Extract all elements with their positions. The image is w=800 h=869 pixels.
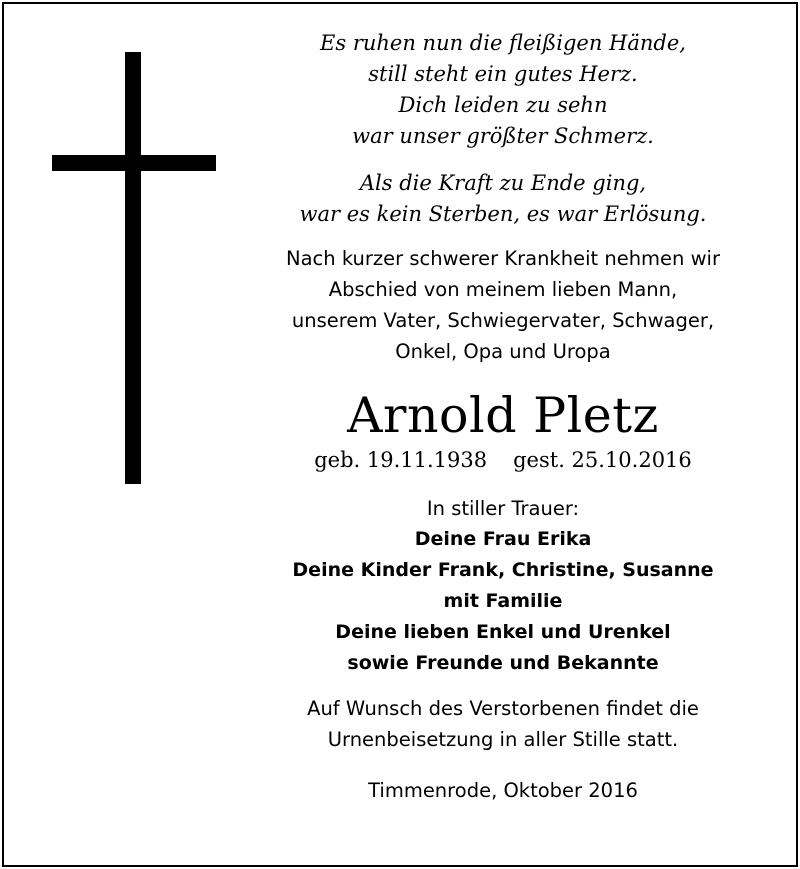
verse-line: still steht ein gutes Herz. — [368, 62, 638, 86]
deceased-name: Arnold Pletz — [347, 387, 659, 444]
verse-line: Dich leiden zu sehn — [398, 93, 608, 117]
verse-line: war unser größter Schmerz. — [352, 124, 654, 148]
verse-line: Es ruhen nun die fleißigen Hände, — [320, 31, 686, 55]
notice-line: Urnenbeisetzung in aller Stille statt. — [327, 728, 679, 751]
place-and-date: Timmenrode, Oktober 2016 — [368, 779, 638, 802]
mourning-intro: In stiller Trauer: — [426, 497, 580, 520]
verse-stanza-1 — [238, 28, 768, 152]
announcement-line: unserem Vater, Schwiegervater, Schwager, — [291, 309, 715, 332]
mourner-line: Deine lieben Enkel und Urenkel — [335, 621, 671, 643]
announcement-line: Onkel, Opa und Uropa — [395, 340, 611, 363]
cross-icon — [125, 52, 141, 484]
announcement-line: Nach kurzer schwerer Krankheit nehmen wir — [286, 247, 720, 270]
verse-line: Als die Kraft zu Ende ging, — [359, 171, 647, 195]
cross-icon-crossbar — [52, 155, 216, 171]
mourner-line: Deine Frau Erika — [414, 528, 592, 550]
mourner-line: mit Familie — [443, 590, 563, 612]
verse-stanza-2 — [238, 168, 768, 230]
death-date: gest. 25.10.2016 — [513, 448, 692, 472]
mourner-line: Deine Kinder Frank, Christine, Susanne — [292, 559, 714, 581]
notice-line: Auf Wunsch des Verstorbenen findet die — [307, 697, 699, 720]
announcement — [238, 243, 768, 367]
mourner-line: sowie Freunde und Bekannte — [347, 652, 659, 674]
verse-line: war es kein Sterben, es war Erlösung. — [299, 202, 707, 226]
mourners-list — [238, 524, 768, 679]
announcement-line: Abschied von meinem lieben Mann, — [328, 278, 678, 301]
life-dates — [238, 445, 768, 475]
burial-notice — [238, 693, 768, 755]
birth-date: geb. 19.11.1938 — [314, 448, 488, 472]
obituary-text — [238, 28, 768, 806]
